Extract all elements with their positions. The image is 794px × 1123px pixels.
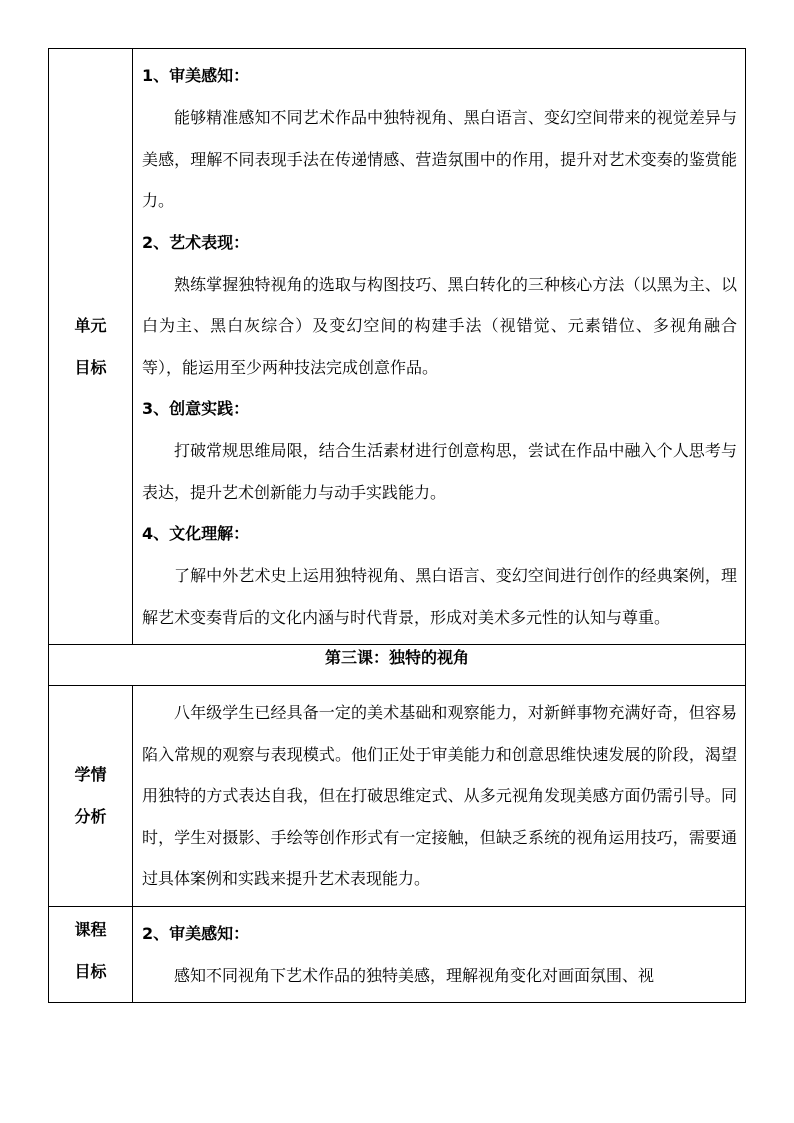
section-heading-expression: 2、艺术表现： (142, 232, 250, 252)
section-text-creative: 打破常规思维局限，结合生活素材进行创意构思，尝试在作品中融入个人思考与表达，提升艺术创新能力与动手实践能力。 (142, 441, 737, 502)
section-heading-culture: 4、文化理解： (142, 524, 250, 543)
lesson-plan-table (48, 48, 746, 1003)
course-goals-heading: 2、审美感知： (142, 923, 250, 943)
section-text-expression: 熟练掌握独特视角的选取与构图技巧、黑白转化的三种核心方法（以黑为主、以白为主、黑白灰综合）及变幻空间的构建手法（视错觉、元素错位、多视角融合等），能运用至少两种技法完成创意作品。 (142, 274, 737, 377)
learner-analysis-row (49, 686, 746, 907)
course-goals-label-line2: 目标 (74, 961, 107, 981)
learner-analysis-label-cell (49, 686, 133, 907)
unit-goals-row (49, 49, 746, 645)
lesson-title-row (49, 645, 746, 686)
unit-goals-label-line1: 单元 (74, 315, 107, 335)
section-text-culture: 了解中外艺术史上运用独特视角、黑白语言、变幻空间进行创作的经典案例，理解艺术变奏背后的文化内涵与时代背景，形成对美术多元性的认知与尊重。 (142, 566, 737, 627)
learner-analysis-content (133, 686, 746, 907)
course-goals-content (133, 906, 746, 1003)
course-goals-text: 感知不同视角下艺术作品的独特美感，理解视角变化对画面氛围、视 (174, 965, 655, 985)
learner-analysis-text: 八年级学生已经具备一定的美术基础和观察能力，对新鲜事物充满好奇，但容易陷入常规的观察与表现模式。他们正处于审美能力和创意思维快速发展的阶段，渴望用独特的方式表达自我，但在打破思维定式、从多元视角发现美感方面仍需引导。同时，学生对摄影、手绘等创作形式有一定接触，但缺乏系统的视角运用技巧，需要通过具体案例和实践来提升艺术表现能力。 (142, 703, 737, 888)
lesson-title: 第三课：独特的视角 (49, 645, 746, 686)
unit-goals-label-line2: 目标 (74, 357, 107, 377)
course-goals-label-cell (49, 906, 133, 1003)
section-heading-creative: 3、创意实践： (142, 399, 250, 418)
learner-analysis-label-line1: 学情 (74, 764, 107, 784)
section-text-aesthetic: 能够精准感知不同艺术作品中独特视角、黑白语言、变幻空间带来的视觉差异与美感，理解不同表现手法在传递情感、营造氛围中的作用，提升对艺术变奏的鉴赏能力。 (142, 108, 737, 210)
unit-goals-label-cell (49, 49, 133, 645)
course-goals-label-line1: 课程 (74, 919, 107, 939)
learner-analysis-label-line2: 分析 (74, 806, 107, 826)
unit-goals-content (133, 49, 746, 645)
section-heading-aesthetic: 1、审美感知： (142, 66, 250, 85)
course-goals-row (49, 906, 746, 1003)
